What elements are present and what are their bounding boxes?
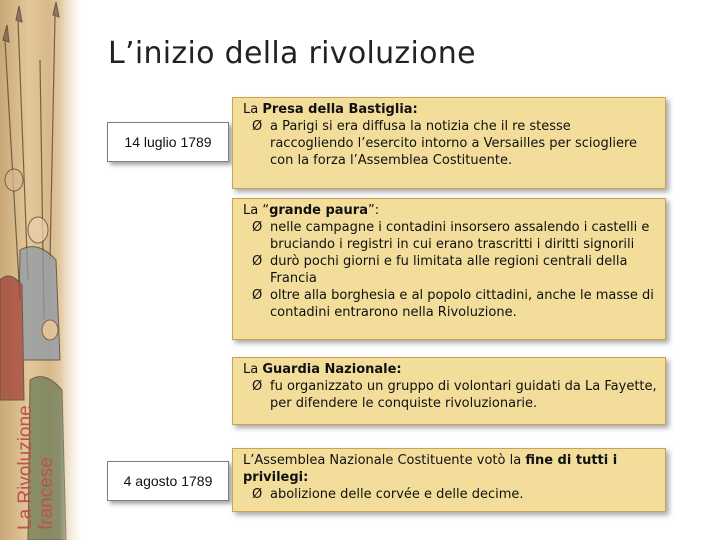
arrow-bullet-icon: Ø	[252, 220, 263, 235]
arrow-bullet-icon: Ø	[252, 119, 263, 134]
date-box-4-august	[107, 461, 229, 501]
card-heading: L’Assemblea Nazionale Costituente votò la fine di tutti i privilegi:	[243, 453, 618, 485]
bullet-item: Ø abolizione delle corvée e delle decime.	[252, 487, 524, 502]
arrow-bullet-icon: Ø	[252, 288, 263, 303]
bullet-item: Ø oltre alla borghesia e al popolo cittadini, anche le masse di contadini entrarono nella Rivoluzione.	[252, 288, 654, 320]
bullet-item: Ø a Parigi si era diffusa la notizia che il re stesse raccogliendo l’esercito intorno a Versailles per sciogliere con la forza l’Assemblea Costituente.	[252, 119, 638, 168]
card-guardia-nazionale	[232, 357, 666, 425]
date-label: 4 agosto 1789	[123, 473, 213, 489]
card-heading: La “grande paura”:	[243, 203, 380, 218]
bullet-item: Ø fu organizzato un gruppo di volontari guidati da La Fayette, per difendere le conquiste rivoluzionarie.	[252, 379, 657, 411]
card-bastille	[232, 97, 666, 189]
date-box-14-july	[107, 122, 229, 162]
vertical-section-title	[15, 340, 57, 530]
bullet-item: Ø durò pochi giorni e fu limitata alle regioni centrali della Francia	[252, 254, 628, 286]
card-heading: La Guardia Nazionale:	[243, 362, 402, 377]
card-abolizione-privilegi	[232, 448, 666, 512]
bullet-item: Ø nelle campagne i contadini insorsero assalendo i castelli e bruciando i registri in cui erano trascritti i diritti signorili	[252, 220, 650, 252]
side-title-line2: francese	[36, 457, 57, 530]
card-grande-paura	[232, 198, 666, 340]
date-label: 14 luglio 1789	[124, 134, 212, 150]
arrow-bullet-icon: Ø	[252, 379, 263, 394]
arrow-bullet-icon: Ø	[252, 487, 263, 502]
page-title: L’inizio della rivoluzione	[108, 36, 476, 71]
side-title-line1: La Rivoluzione	[15, 405, 36, 530]
card-heading: La Presa della Bastiglia:	[243, 102, 418, 117]
arrow-bullet-icon: Ø	[252, 254, 263, 269]
